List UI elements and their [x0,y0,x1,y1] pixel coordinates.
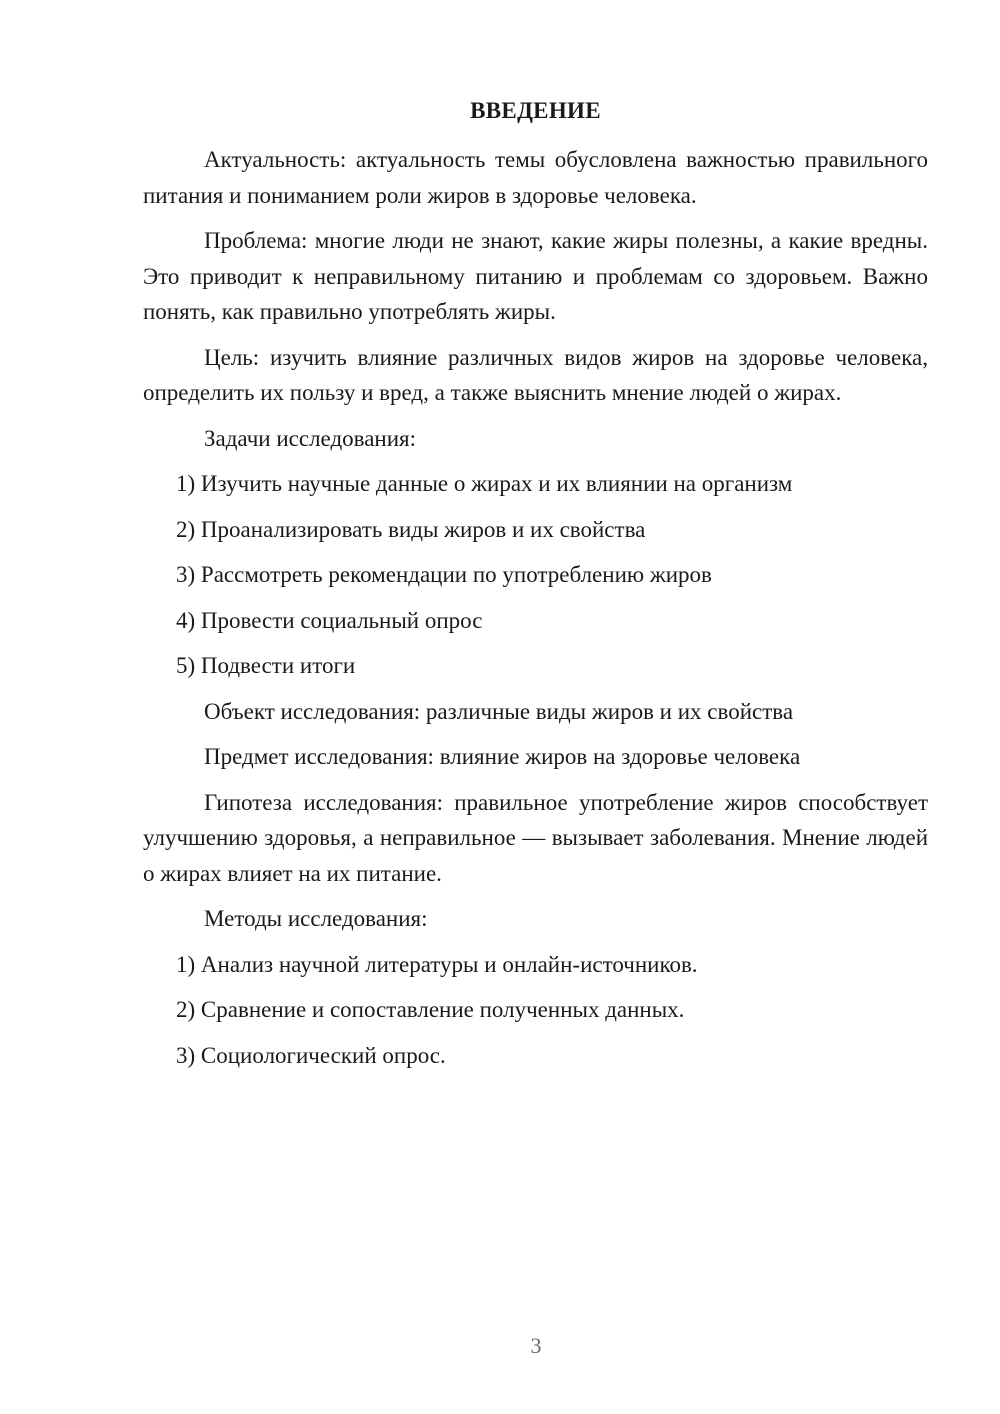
methods-heading: Методы исследования: [204,906,428,931]
problem-paragraph: Проблема: многие люди не знают, какие жиры полезны, а какие вредны. Это приводит к неправильному питанию и проблемам со здоровьем. Важно понять, как правильно употреблять жиры. [143,228,928,324]
subject-paragraph: Предмет исследования: влияние жиров на здоровье человека [204,744,801,769]
object-paragraph: Объект исследования: различные виды жиров и их свойства [204,698,794,724]
list-item: 1) Изучить научные данные о жирах и их влиянии на организм [176,471,793,496]
hypothesis-paragraph: Гипотеза исследования: правильное употребление жиров способствует улучшению здоровья, а неправильное — вызывает заболевания. Мнение людей о жирах влияет на их питание. [143,789,928,886]
page-title: ВВЕДЕНИЕ [470,98,601,123]
page-number: 3 [530,1333,542,1358]
list-item: 3) Рассмотреть рекомендации по употреблению жиров [176,562,712,587]
list-item: 1) Анализ научной литературы и онлайн-источников. [176,951,698,977]
list-item: 4) Провести социальный опрос [176,607,483,633]
list-item: 5) Подвести итоги [176,653,356,678]
tasks-heading: Задачи исследования: [204,425,417,451]
goal-paragraph: Цель: изучить влияние различных видов жиров на здоровье человека, определить их пользу и вред, а также выяснить мнение людей о жирах. [143,344,928,405]
list-item: 3) Социологический опрос. [176,1042,446,1068]
methods-list [143,947,928,1074]
relevance-paragraph: Актуальность: актуальность темы обусловлена важностью правильного питания и пониманием роли жиров в здоровье человека. [143,147,928,208]
page-body [143,142,928,1083]
list-item: 2) Проанализировать виды жиров и их свойства [176,516,646,542]
tasks-list [143,466,928,684]
list-item: 2) Сравнение и сопоставление полученных данных. [176,997,685,1022]
